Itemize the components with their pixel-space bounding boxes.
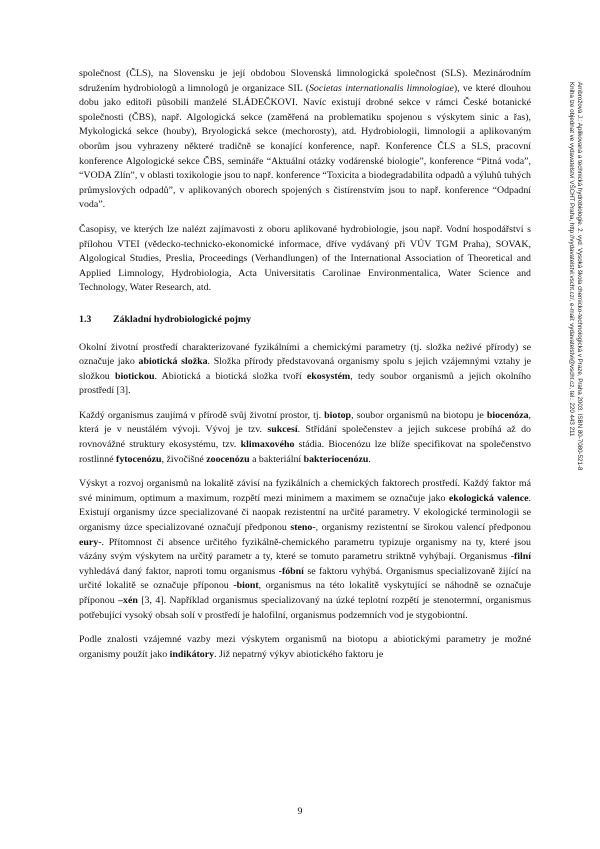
text-run: , živočišné	[161, 453, 207, 465]
text-run: vyhledává daný faktor, naproti tomu organismus	[79, 565, 279, 577]
bold-term: eury-	[79, 536, 102, 548]
text-run: . Střídání společenstev a jejich sukcese probíhá až do rovnovážné struktury ekosystému, tzv.	[79, 424, 531, 451]
bold-term: biotickou	[114, 370, 155, 382]
text-run: ), ve které dlouhou dobu jako editoři působili manželé SLÁDEČKOVI. Navíc existují drobné sekce v rámci České botanické společnosti (ČBS), např. Algologická sekce (zaměřená na problematiku spojenou s výskytem sinic a řas), Mykologická sekce (houby), Bryologická sekce (mechorosty), atd. Hydrobiologii, limnologii a aplikovaným oborům jsou vyhrazeny některé tradičně se konající konference, např. Konference ČLS a SLS, pracovní konference Algologické sekce ČBS, semináře “Aktuální otázky vodárenské biologie”, konference “Pitná voda”, “VODA Zlín”, v oblasti toxikologie jsou to např. konference “Toxicita a biodegradabilita odpadů a výluhů tuhých průmyslových odpadů”, v aplikovaných oborech spojených s čistírenstvím jsou to např. konference “Odpadní voda”.	[79, 82, 531, 211]
bold-term: -fóbní	[278, 565, 304, 577]
text-run: Každý organismus zaujímá v přírodě svůj životní prostor, tj.	[79, 409, 325, 421]
bold-term: ekologická valence	[448, 492, 529, 504]
text-run: . Abiotická a biotická složka tvoří	[154, 370, 307, 382]
text-run: , která je v neustálém vývoji. Vývoj je tzv.	[79, 409, 531, 436]
bold-term: sukcesí	[267, 424, 298, 436]
text-run: stádia. Biocenózu lze blíže specifikovat na společenstvo rostlinné	[79, 439, 531, 465]
italic-term: Societas internationalis limnologiae	[308, 82, 454, 94]
section-number: 1.3	[79, 313, 92, 325]
bold-term: klimaxového	[240, 439, 295, 451]
paragraph-biotope	[79, 409, 531, 467]
paragraph-valence	[79, 477, 531, 623]
text-run: .	[368, 453, 371, 465]
text-run: , soubor organismů na biotopu je	[351, 409, 487, 421]
side-note-line: Kniha lze objednat ve vydavatelství VŠCHT Praha, http://vydavatelstvi.vscht.cz/, e-mail: vydavatelstvi@vscht.cz, tel.: 220 443 211	[568, 82, 575, 437]
text-run: . Přítomnost či absence určitého fyzikálně-chemického parametru typizuje organismy na ty, které jsou vázány svým výskytem na určitý parametr a ty, které se tomuto parametru striktně vyhýbají. Organismus	[79, 536, 531, 563]
side-note-text	[553, 82, 583, 627]
text-run: [3, 4]. Například organismus specializovaný na úzké teplotní rozpětí je stenotermní, organismus potřebující vysoký obsah solí v prostředí je halofilní, organismus podzemních vod je stygobiontní.	[79, 595, 531, 621]
bold-term: -filní	[510, 551, 531, 563]
side-note	[553, 82, 583, 627]
text-run: , organismy rezistentní se širokou valencí předponou	[315, 522, 531, 534]
page-number: 9	[297, 806, 303, 817]
text-run: , organismus na této lokalitě vyskytující se náhodně se označuje příponou	[79, 580, 531, 606]
bold-term: steno-	[290, 522, 316, 534]
text-run: . Existují organismy úzce specializované či naopak rezistentní na určité parametry. V ekologické terminologii se organismy úzce specializované označují předponou	[79, 492, 531, 534]
text-run: . Složka přírody představovaná organismy spolu s jejich vzájemnými vztahy je složkou	[79, 356, 531, 382]
text-run: společnost (ČLS), na Slovensku je její obdobou Slovenská limnologická společnost (SLS). Mezinárodním sdružením hydrobiologů a limnologů je organizace SIL (	[79, 68, 531, 94]
bold-term: indikátory	[169, 648, 215, 660]
text-run: Výskyt a rozvoj organismů na lokalitě závisí na fyzikálních a chemických faktorech prostředí. Každý faktor má své minimum, optimum a maximum, rozpětí mezi minimem a maximem se označuje jako	[79, 478, 531, 504]
text-run: Podle znalosti vzájemné vazby mezi výskytem organismů na biotopu a abiotickými parametry je možné organismy použít jako	[79, 634, 531, 660]
text-run: Okolní životní prostředí charakterizované fyzikálními a chemickými parametry (tj. složka neživé přírody) se označuje jako	[79, 341, 531, 368]
text-run: . Již nepatrný výkyv abiotického faktoru je	[214, 648, 384, 660]
bold-term: abiotická složka	[138, 356, 208, 368]
paragraph-indicators	[79, 633, 531, 662]
bold-term: biotop	[324, 409, 352, 421]
bold-term: -biont	[233, 580, 259, 592]
bold-term: bakteriocenózu	[303, 453, 369, 465]
paragraph-societies	[79, 67, 531, 213]
bold-term: –xén	[118, 595, 138, 606]
body-text	[79, 67, 531, 672]
bold-term: fytocenózu	[116, 453, 162, 465]
bold-term: biocenóza	[486, 409, 529, 421]
section-heading	[79, 313, 531, 328]
text-run: a bakteriální	[249, 453, 304, 465]
bold-term: ekosystém	[306, 370, 351, 382]
paragraph-journals: Časopisy, ve kterých lze nalézt zajímavosti z oboru aplikované hydrobiologie, jsou např. Vodní hospodářství s přílohou VTEI (vědecko-technicko-ekonomické informace, dříve vydávaný při VÚV TGM Praha), SOVAK, Algological Studies, Preslia, Proceedings (Verhandlungen) of the International Association of Theoretical and Applied Limnology, Hydrobiologia, Acta Universitatis Carolinae Environmentalica, Water Science and Technology, Water Research, atd.	[79, 223, 531, 294]
text-run: se faktoru vyhýbá. Organismus specializovaně žijící na určité lokalitě se označuje příponou	[79, 565, 531, 592]
section-title: Základní hydrobiologické pojmy	[113, 313, 252, 325]
bold-term: zoocenózu	[206, 453, 250, 465]
paragraph-abiotic	[79, 341, 531, 399]
side-note-line: Ambrožová J.: Aplikovaná a technická hydrobiologie. 2. vyd. Vysoká škola chemicko-technologická v Praze, Praha 2003. ISBN 80-7080-521-8	[576, 82, 583, 471]
text-run: , tedy soubor organismů a jejich okolního prostředí [3].	[79, 370, 531, 397]
